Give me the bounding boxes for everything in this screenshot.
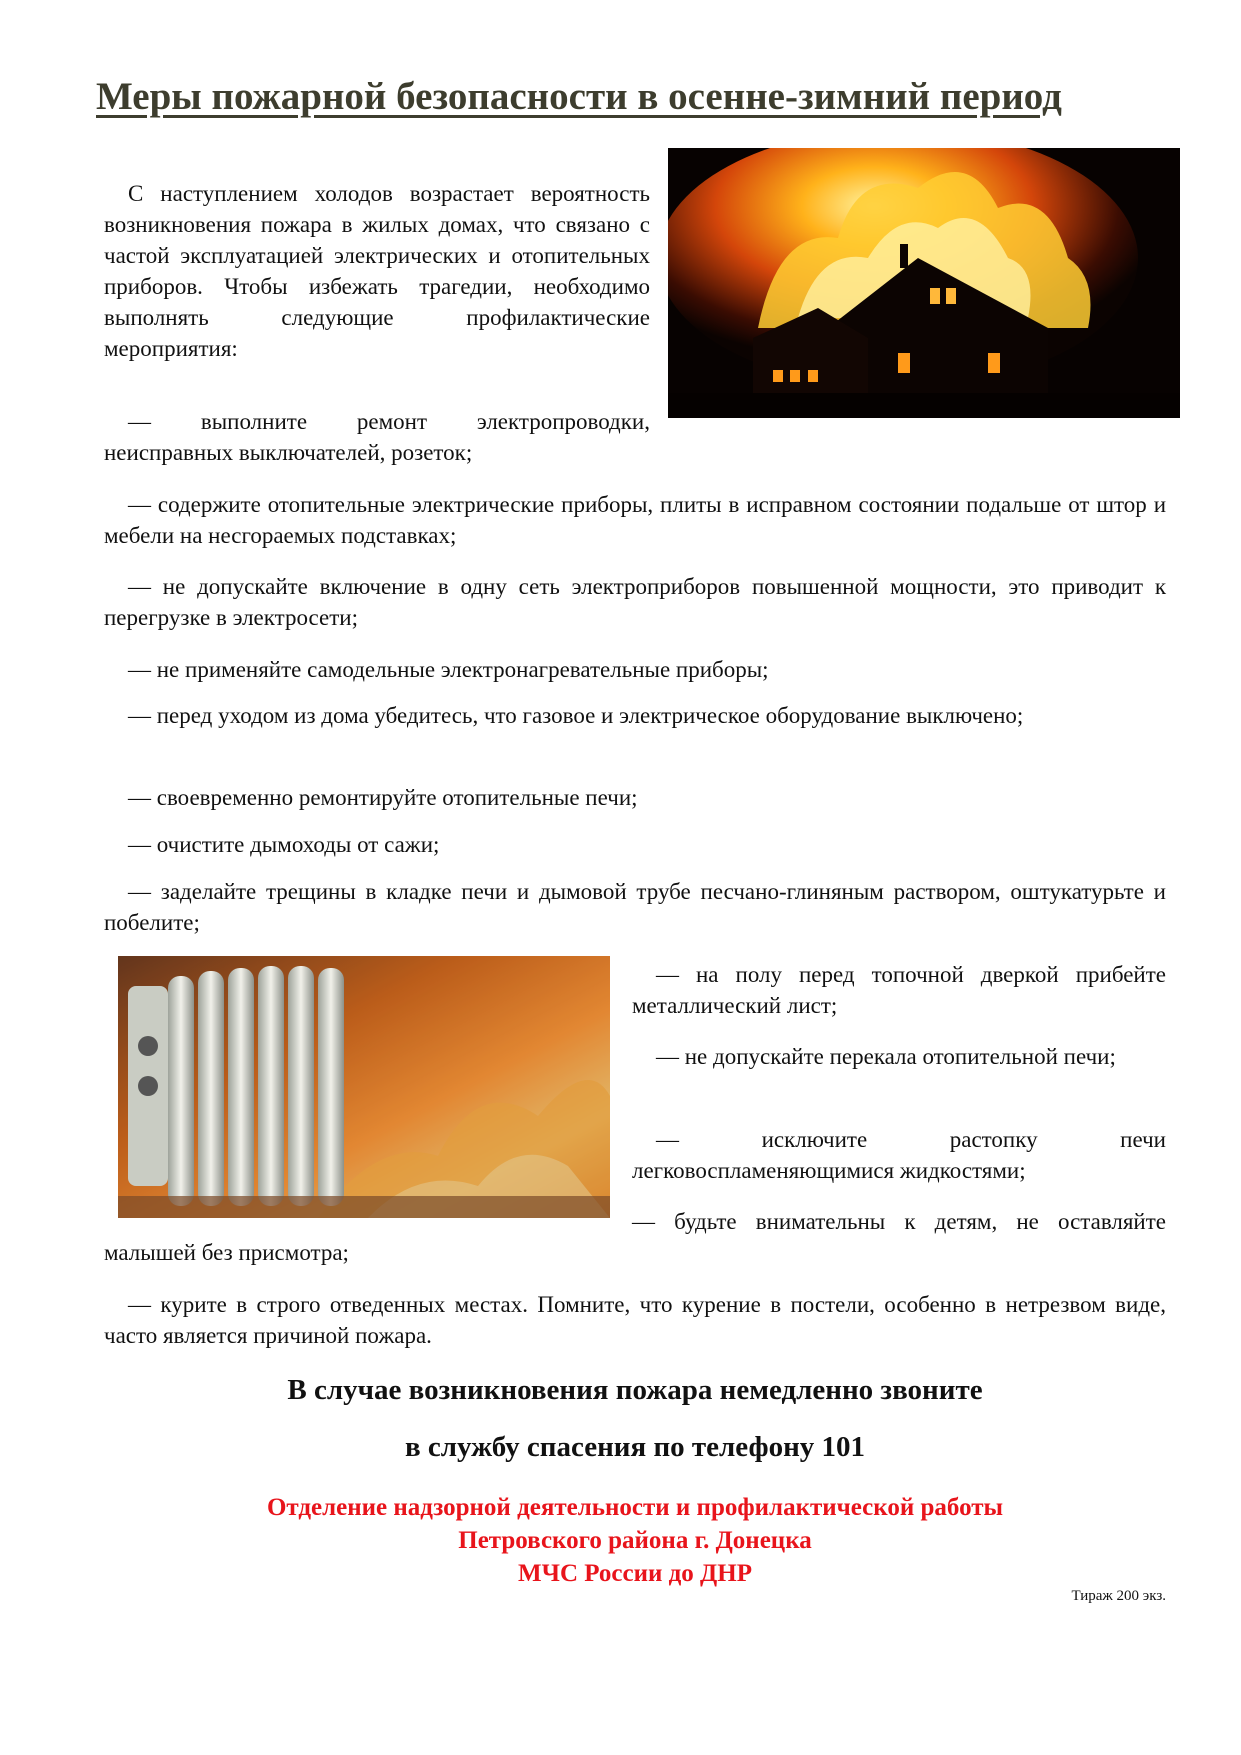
emergency-call-line-1: В случае возникновения пожара немедленно звоните [287,1374,983,1406]
list-item: — очистите дымоходы от сажи; [128,832,440,857]
list-item: — курите в строго отведенных местах. Помните, что курение в постели, особенно в нетрезвом виде, часто является причиной пожара. [104,1292,1166,1348]
organization-line-1: Отделение надзорной деятельности и профилактической работы [266,1494,1004,1521]
list-item: — выполните ремонт электропроводки, неисправных выключателей, розеток; [104,409,650,465]
list-item: — будьте внимательны к детям, не оставляйте малышей без присмотра; [104,1209,1166,1265]
list-item: — не применяйте самодельные электронагревательные приборы; [128,657,769,682]
emergency-call-line-2: в службу спасения по телефону 101 [404,1431,866,1463]
list-item: — содержите отопительные электрические приборы, плиты в исправном состоянии подальше от штор и мебели на несгораемых подставках; [104,492,1166,548]
list-item: — не допускайте включение в одну сеть электроприборов повышенной мощности, это приводит к перегрузке в электросети; [104,574,1166,630]
organization-block [104,1491,1166,1590]
list-item: — своевременно ремонтируйте отопительные печи; [128,785,638,810]
organization-line-3: МЧС России до ДНР [518,1560,752,1587]
list-item: — перед уходом из дома убедитесь, что газовое и электрическое оборудование выключено; [128,703,1024,728]
list-item: — на полу перед топочной дверкой прибейте металлический лист; [632,962,1166,1018]
list-item: — заделайте трещины в кладке печи и дымовой трубе песчано-глиняным раствором, оштукатурьте и побелите; [104,879,1166,935]
list-item: — исключите растопку печи легковоспламеняющимися жидкостями; [632,1127,1166,1183]
radiator-fire-image [118,956,610,1218]
intro-paragraph: С наступлением холодов возрастает вероятность возникновения пожара в жилых домах, что связано с частой эксплуатацией электрических и отопительных приборов. Чтобы избежать трагедии, необходимо выполнять следующие профилактические мероприятия: [104,181,650,361]
circulation-note: Тираж 200 экз. [1071,1588,1166,1604]
list-item: — не допускайте перекала отопительной печи; [656,1044,1116,1069]
organization-line-2: Петровского района г. Донецка [458,1527,812,1554]
page-title: Меры пожарной безопасности в осенне-зимний период [96,75,1062,118]
burning-house-image [668,148,1180,418]
